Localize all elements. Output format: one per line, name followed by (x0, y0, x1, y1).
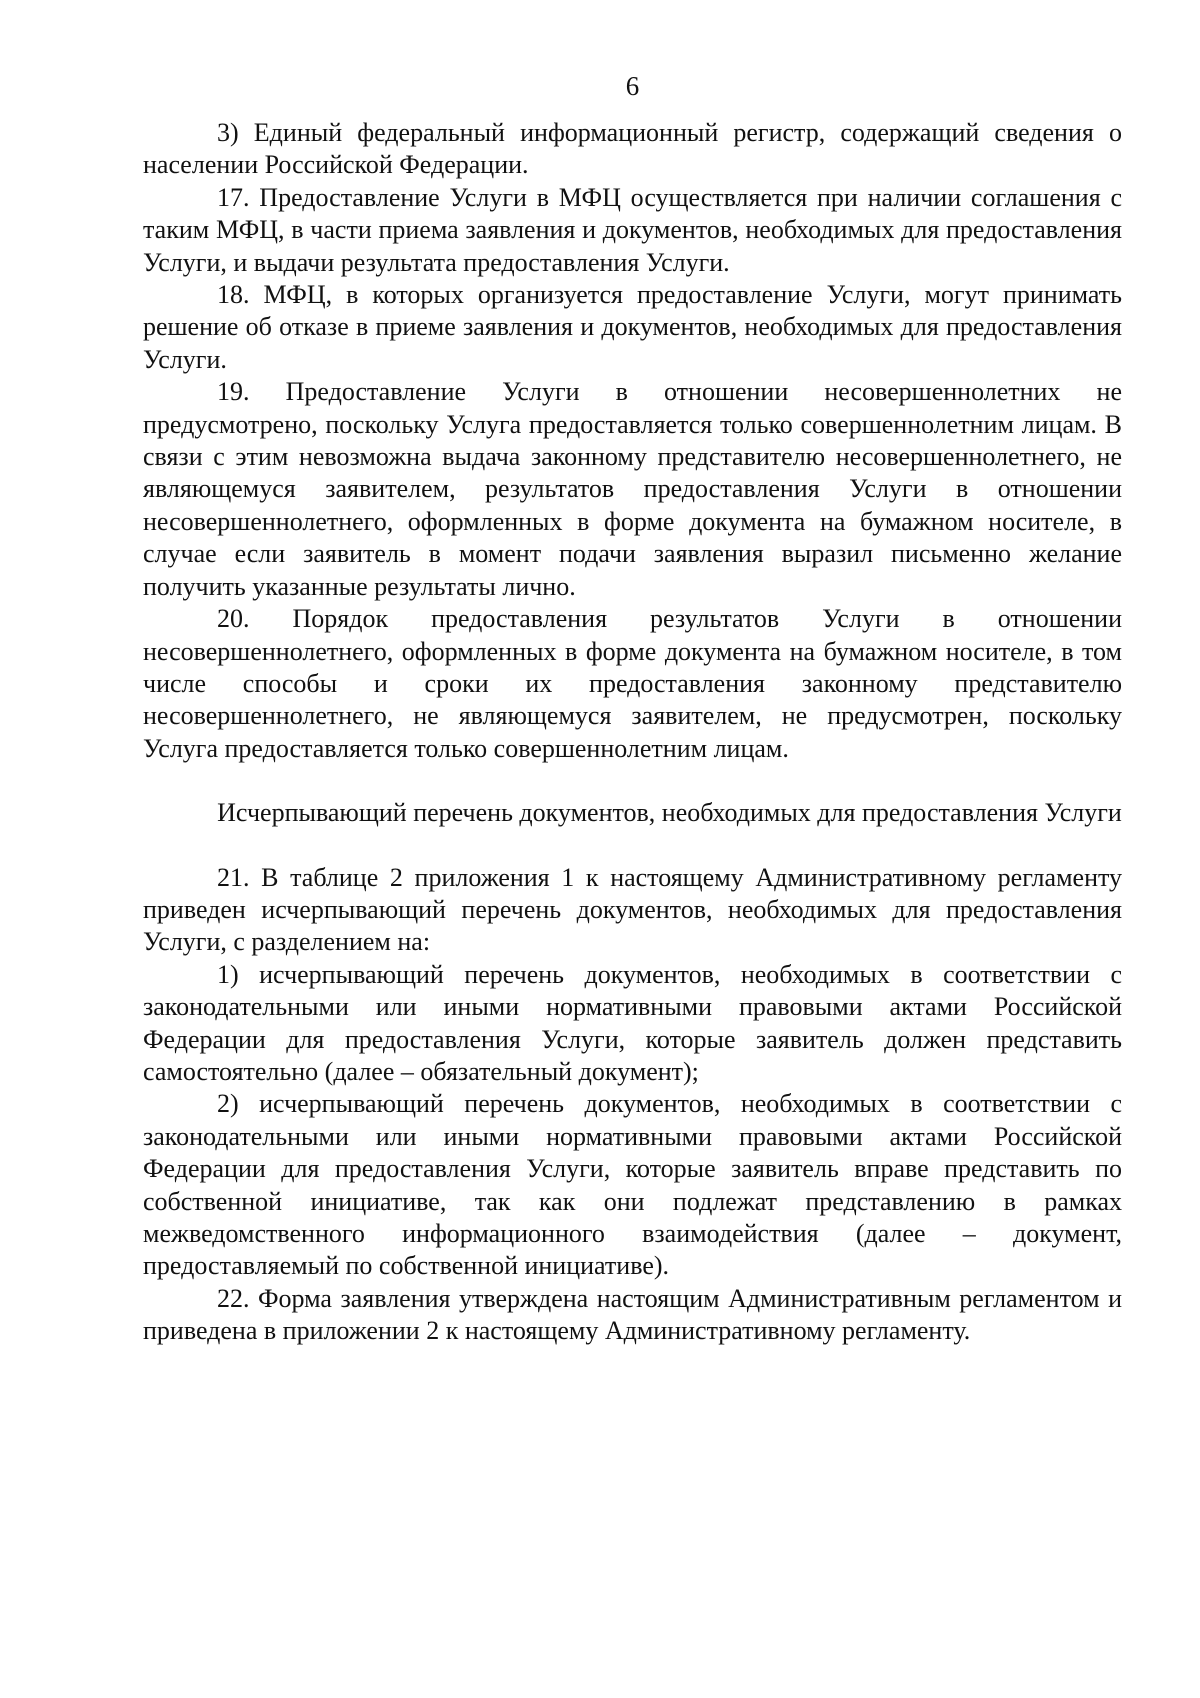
paragraph-21-item-1: 1) исчерпывающий перечень документов, необходимых в соответствии с законодательными или иными нормативными правовыми актами Российской Федерации для предоставления Услуги, которые заявитель должен представить самостоятельно (далее – обязательный документ); (143, 959, 1122, 1086)
document-body (143, 117, 1122, 1348)
paragraph-21: 21. В таблице 2 приложения 1 к настоящему Административному регламенту приведен исчерпывающий перечень документов, необходимых для предоставления Услуги, с разделением на: (143, 862, 1122, 957)
paragraph-20: 20. Порядок предоставления результатов Услуги в отношении несовершеннолетнего, оформленных в форме документа на бумажном носителе, в том числе способы и сроки их предоставления законному представителю несовершеннолетнего, не являющемуся заявителем, не предусмотрен, поскольку Услуга предоставляется только совершеннолетним лицам. (143, 604, 1122, 763)
paragraph-22: 22. Форма заявления утверждена настоящим Административным регламентом и приведена в приложении 2 к настоящему Административному регламенту. (143, 1283, 1122, 1346)
paragraph-19: 19. Предоставление Услуги в отношении несовершеннолетних не предусмотрено, поскольку Услуга предоставляется только совершеннолетним лицам. В связи с этим невозможна выдача законному представителю несовершеннолетнего, не являющемуся заявителем, результатов предоставления Услуги в отношении несовершеннолетнего, оформленных в форме документа на бумажном носителе, в случае если заявитель в момент подачи заявления выразил письменно желание получить указанные результаты лично. (143, 377, 1122, 601)
paragraph-21-item-2: 2) исчерпывающий перечень документов, необходимых в соответствии с законодательными или иными нормативными правовыми актами Российской Федерации для предоставления Услуги, которые заявитель вправе представить по собственной инициативе, так как они подлежат представлению в рамках межведомственного информационного взаимодействия (далее – документ, предоставляемый по собственной инициативе). (143, 1089, 1122, 1281)
paragraph-17: 17. Предоставление Услуги в МФЦ осуществляется при наличии соглашения с таким МФЦ, в части приема заявления и документов, необходимых для предоставления Услуги, и выдачи результата предоставления Услуги. (143, 182, 1122, 277)
page-number: 6 (625, 71, 640, 101)
paragraph-18: 18. МФЦ, в которых организуется предоставление Услуги, могут принимать решение об отказе в приеме заявления и документов, необходимых для предоставления Услуги. (143, 280, 1122, 374)
section-heading: Исчерпывающий перечень документов, необходимых для предоставления Услуги (217, 798, 1122, 828)
paragraph-item-3: 3) Единый федеральный информационный регистр, содержащий сведения о населении Российской Федерации. (143, 118, 1122, 180)
section-heading-block (143, 797, 1122, 829)
